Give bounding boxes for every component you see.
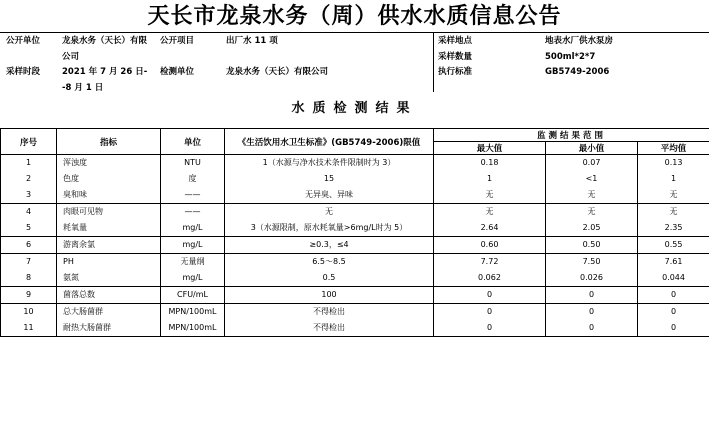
header-no: 序号 [1, 129, 57, 155]
row-max: 0.062 [478, 273, 501, 282]
test-unit-value: 龙泉水务（天长）有限公司 [226, 67, 329, 77]
row-max-cell [434, 304, 546, 337]
row-no-cell [1, 204, 57, 237]
table-row [1, 254, 709, 287]
row-unit: 无量纲 [180, 257, 205, 266]
row-min-cell [546, 254, 638, 287]
row-limit-cell [225, 287, 434, 304]
row-avg: 无 [669, 207, 678, 216]
header-unit: 单位 [161, 129, 225, 155]
row-limit-cell [225, 304, 434, 337]
sample-qty-label: 采样数量 [438, 52, 473, 62]
row-avg: 0.13 [664, 158, 683, 167]
row-limit: 0.5 [322, 273, 336, 282]
header-index: 指标 [57, 129, 161, 155]
row-no: 1 [25, 158, 32, 167]
item-value: 出厂水 11 项 [226, 36, 278, 46]
row-max: 无 [485, 207, 494, 216]
row-no: 11 [23, 323, 34, 332]
row-index-name: 肉眼可见物 [63, 207, 103, 216]
row-index-name: 浑浊度 [63, 158, 87, 167]
row-unit-cell [161, 155, 225, 204]
row-avg-cell [638, 237, 709, 254]
row-index-name: PH [63, 257, 74, 266]
row-no-cell [1, 237, 57, 254]
row-limit: 1（水源与净水技术条件限制时为 3） [262, 158, 396, 167]
results-table [0, 128, 709, 337]
row-min: 0 [588, 307, 595, 316]
row-avg-cell [638, 204, 709, 237]
row-index-name: 氨氮 [63, 273, 79, 282]
row-min: 0 [588, 323, 595, 332]
row-unit-cell [161, 304, 225, 337]
row-no: 2 [25, 174, 32, 183]
row-no-cell [1, 155, 57, 204]
row-no-cell [1, 254, 57, 287]
table-row [1, 304, 709, 337]
row-max: 0 [486, 307, 493, 316]
row-avg: 2.35 [664, 223, 683, 232]
row-max-cell [434, 204, 546, 237]
row-max: 无 [485, 190, 494, 199]
row-avg-cell [638, 254, 709, 287]
sample-place-value: 地表水厂供水泵房 [545, 36, 614, 46]
row-limit-cell [225, 155, 434, 204]
row-min-cell [546, 304, 638, 337]
row-avg: 0.55 [664, 240, 683, 249]
row-avg: 0 [670, 323, 677, 332]
row-limit-cell [225, 237, 434, 254]
row-limit: 15 [323, 174, 335, 183]
row-unit: mg/L [182, 273, 203, 282]
test-unit-label: 检测单位 [160, 67, 195, 77]
row-min: 2.05 [582, 223, 601, 232]
info-divider [433, 32, 434, 92]
table-row [1, 287, 709, 304]
row-min: 0.026 [580, 273, 603, 282]
sample-time-value: 2021 年 7 月 26 日--8 月 1 日 [62, 67, 148, 93]
row-avg-cell [638, 287, 709, 304]
row-index-name: 菌落总数 [63, 290, 95, 299]
row-unit-cell [161, 204, 225, 237]
row-limit: 无异臭、异味 [305, 190, 353, 199]
row-limit: 100 [321, 290, 337, 299]
row-min: 0.07 [582, 158, 601, 167]
row-max: 1 [486, 174, 493, 183]
row-limit: 3（水源限制，原水耗氧量>6mg/L时为 5） [250, 223, 408, 232]
row-min: 0 [588, 290, 595, 299]
header-max: 最大值 [434, 142, 546, 155]
results-body [1, 155, 709, 337]
table-row [1, 155, 709, 204]
row-limit: 无 [325, 207, 333, 216]
row-max-cell [434, 254, 546, 287]
row-index-name-cell [57, 204, 161, 237]
table-row [1, 204, 709, 237]
row-no: 4 [25, 207, 32, 216]
row-min: 0.50 [582, 240, 601, 249]
row-avg-cell [638, 155, 709, 204]
row-max: 0.18 [480, 158, 499, 167]
standard-label: 执行标准 [438, 67, 473, 77]
row-index-name: 臭和味 [63, 190, 87, 199]
row-limit: 不得检出 [313, 307, 345, 316]
sample-time-label: 采样时段 [6, 67, 41, 77]
unit-label: 公开单位 [6, 36, 41, 46]
row-limit: ≥0.3，≤4 [309, 240, 349, 249]
row-max: 2.64 [480, 223, 499, 232]
row-max: 0 [486, 323, 493, 332]
row-limit-cell [225, 254, 434, 287]
row-index-name-cell [57, 237, 161, 254]
row-index-name-cell [57, 254, 161, 287]
row-avg: 1 [670, 174, 677, 183]
row-index-name-cell [57, 155, 161, 204]
row-no-cell [1, 304, 57, 337]
row-unit: mg/L [182, 240, 203, 249]
row-min: 无 [587, 190, 596, 199]
row-limit: 6.5～8.5 [312, 257, 346, 266]
standard-value: GB5749-2006 [545, 67, 610, 77]
row-no-cell [1, 287, 57, 304]
row-unit: mg/L [182, 223, 203, 232]
row-index-name: 总大肠菌群 [63, 307, 103, 316]
header-limit: 《生活饮用水卫生标准》(GB5749-2006)限值 [225, 129, 434, 155]
row-no: 7 [25, 257, 32, 266]
sample-place-label: 采样地点 [438, 36, 473, 46]
row-min: 7.50 [582, 257, 601, 266]
row-min-cell [546, 287, 638, 304]
row-min-cell [546, 204, 638, 237]
row-unit-cell [161, 287, 225, 304]
row-no: 5 [25, 223, 32, 232]
row-no: 10 [23, 307, 34, 316]
row-max: 0 [486, 290, 493, 299]
sample-qty-value: 500ml*2*7 [545, 52, 596, 62]
row-index-name-cell [57, 304, 161, 337]
row-unit: 度 [188, 174, 197, 183]
row-min: 无 [587, 207, 596, 216]
row-avg: 0.044 [662, 273, 685, 282]
row-unit-cell [161, 254, 225, 287]
row-no: 8 [25, 273, 32, 282]
row-unit: MPN/100mL [168, 307, 217, 316]
item-label: 公开项目 [160, 36, 195, 46]
row-unit: MPN/100mL [168, 323, 217, 332]
table-row [1, 237, 709, 254]
row-index-name: 耗氧量 [63, 223, 87, 232]
row-unit: NTU [184, 158, 201, 167]
row-unit-cell [161, 237, 225, 254]
header-min: 最小值 [546, 142, 638, 155]
row-unit: CFU/mL [177, 290, 208, 299]
row-max-cell [434, 155, 546, 204]
row-max: 7.72 [480, 257, 499, 266]
row-index-name: 游离余氯 [63, 240, 95, 249]
row-unit: —— [184, 190, 201, 199]
row-avg: 7.61 [664, 257, 683, 266]
header-range: 监测结果范围 [434, 129, 709, 142]
row-avg: 0 [670, 290, 677, 299]
row-no: 3 [25, 190, 32, 199]
page-title: 天长市龙泉水务（周）供水水质信息公告 [147, 3, 562, 29]
row-no: 9 [25, 290, 32, 299]
unit-value: 龙泉水务（天长）有限公司 [62, 36, 148, 62]
row-index-name: 耐热大肠菌群 [63, 323, 111, 332]
row-index-name-cell [57, 287, 161, 304]
row-avg: 0 [670, 307, 677, 316]
row-min: <1 [585, 174, 598, 183]
row-avg: 无 [669, 190, 678, 199]
row-index-name: 色度 [63, 174, 79, 183]
row-min-cell [546, 155, 638, 204]
header-avg: 平均值 [638, 142, 709, 155]
row-min-cell [546, 237, 638, 254]
row-avg-cell [638, 304, 709, 337]
row-unit: —— [184, 207, 201, 216]
row-max-cell [434, 237, 546, 254]
row-limit-cell [225, 204, 434, 237]
row-limit: 不得检出 [313, 323, 345, 332]
row-max: 0.60 [480, 240, 499, 249]
results-title: 水质检测结果 [291, 101, 418, 116]
row-no: 6 [25, 240, 32, 249]
row-max-cell [434, 287, 546, 304]
